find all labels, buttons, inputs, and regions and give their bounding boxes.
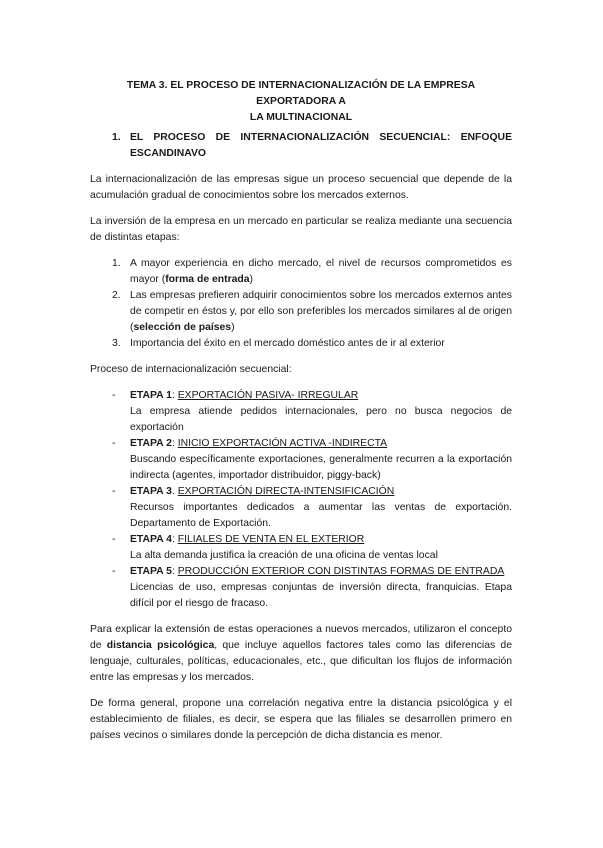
document-page (90, 78, 512, 754)
stage-label: ETAPA 3 (130, 486, 172, 497)
stage-name: EXPORTACIÓN DIRECTA-INTENSIFICACIÓN (177, 486, 395, 497)
stage-name: PRODUCCIÓN EXTERIOR CON DISTINTAS FORMAS DE ENTRADA (177, 566, 505, 577)
document-title (90, 78, 512, 126)
stage-item: - ETAPA 4: FILIALES DE VENTA EN EL EXTERIOR La alta demanda justifica la creación de una oficina de ventas local (90, 532, 512, 564)
paragraph-conclusion: De forma general, propone una correlación negativa entre la distancia psicológica y el establecimiento de filiales, es decir, se espera que las filiales se desarrollen primero en países vecinos o similares donde la percepción de dicha distancia es menor. (90, 698, 512, 741)
paragraph-intro: La internacionalización de las empresas sigue un proceso secuencial que depende de la acumulación gradual de conocimientos sobre los mercados externos. (90, 174, 512, 201)
stage-description: La empresa atiende pedidos internacionales, pero no busca negocios de exportación (130, 406, 512, 433)
section-heading-line-2: ESCANDINAVO (130, 148, 207, 159)
paragraph-stages-intro: La inversión de la empresa en un mercado en particular se realiza mediante una secuencia de distintas etapas: (90, 216, 512, 243)
list-item: 1. A mayor experiencia en dicho mercado, el nivel de recursos comprometidos es mayor (forma de entrada) (112, 258, 512, 285)
stage-description: Recursos importantes dedicados a aumentar las ventas de exportación. Departamento de Exportación. (130, 502, 512, 529)
stage-label: ETAPA 2 (130, 438, 172, 449)
title-line-2: LA MULTINACIONAL (249, 112, 353, 123)
stage-label: ETAPA 1 (130, 390, 172, 401)
stage-item: - ETAPA 5: PRODUCCIÓN EXTERIOR CON DISTINTAS FORMAS DE ENTRADA Licencias de uso, empresas conjuntas de inversión directa, franquicias. Etapa difícil por el riesgo de fracaso. (90, 564, 512, 612)
title-line-1: TEMA 3. EL PROCESO DE INTERNACIONALIZACIÓN DE LA EMPRESA EXPORTADORA A (126, 80, 476, 107)
stage-label: ETAPA 4 (130, 534, 172, 545)
stage-name: INICIO EXPORTACIÓN ACTIVA -INDIRECTA (177, 438, 388, 449)
section-number: 1. (112, 132, 121, 143)
stage-item: - ETAPA 2: INICIO EXPORTACIÓN ACTIVA -INDIRECTA Buscando específicamente exportaciones, generalmente recurren a la exportación indirecta (agentes, importador distribuidor, piggy-back) (90, 436, 512, 484)
numbered-list (90, 256, 512, 352)
list-item: 3. Importancia del éxito en el mercado doméstico antes de ir al exterior (112, 338, 445, 349)
paragraph-psychological-distance: Para explicar la extensión de estas operaciones a nuevos mercados, utilizaron el concepto de distancia psicológica, que incluye aquellos factores tales como las diferencias de lenguaje, culturales, políticas, educacionales, etc., que dificultan los flujos de información entre las empresas y los mercados. (90, 624, 512, 683)
stage-item: - ETAPA 3. EXPORTACIÓN DIRECTA-INTENSIFICACIÓN Recursos importantes dedicados a aumentar las ventas de exportación. Departamento de Exportación. (90, 484, 512, 532)
list-item: 2. Las empresas prefieren adquirir conocimientos sobre los mercados externos antes de competir en éstos y, por ello son preferibles los mercados similares al de origen (selección de países) (112, 290, 512, 333)
stage-label: ETAPA 5 (130, 566, 172, 577)
stage-item: - ETAPA 1: EXPORTACIÓN PASIVA- IRREGULAR La empresa atiende pedidos internacionales, pero no busca negocios de exportación (90, 388, 512, 436)
stage-description: Licencias de uso, empresas conjuntas de inversión directa, franquicias. Etapa difícil por el riesgo de fracaso. (130, 582, 512, 609)
paragraph-process: Proceso de internacionalización secuencial: (90, 364, 292, 375)
section-heading-line-1: EL PROCESO DE INTERNACIONALIZACIÓN SECUENCIAL: ENFOQUE (130, 132, 512, 143)
stage-description: La alta demanda justifica la creación de una oficina de ventas local (130, 550, 438, 561)
stage-name: EXPORTACIÓN PASIVA- IRREGULAR (177, 390, 359, 401)
stage-description: Buscando específicamente exportaciones, generalmente recurren a la exportación indirecta (agentes, importador distribuidor, piggy-back) (130, 454, 512, 481)
stages-list (90, 388, 512, 612)
section-heading (90, 130, 512, 162)
stage-name: FILIALES DE VENTA EN EL EXTERIOR (177, 534, 365, 545)
